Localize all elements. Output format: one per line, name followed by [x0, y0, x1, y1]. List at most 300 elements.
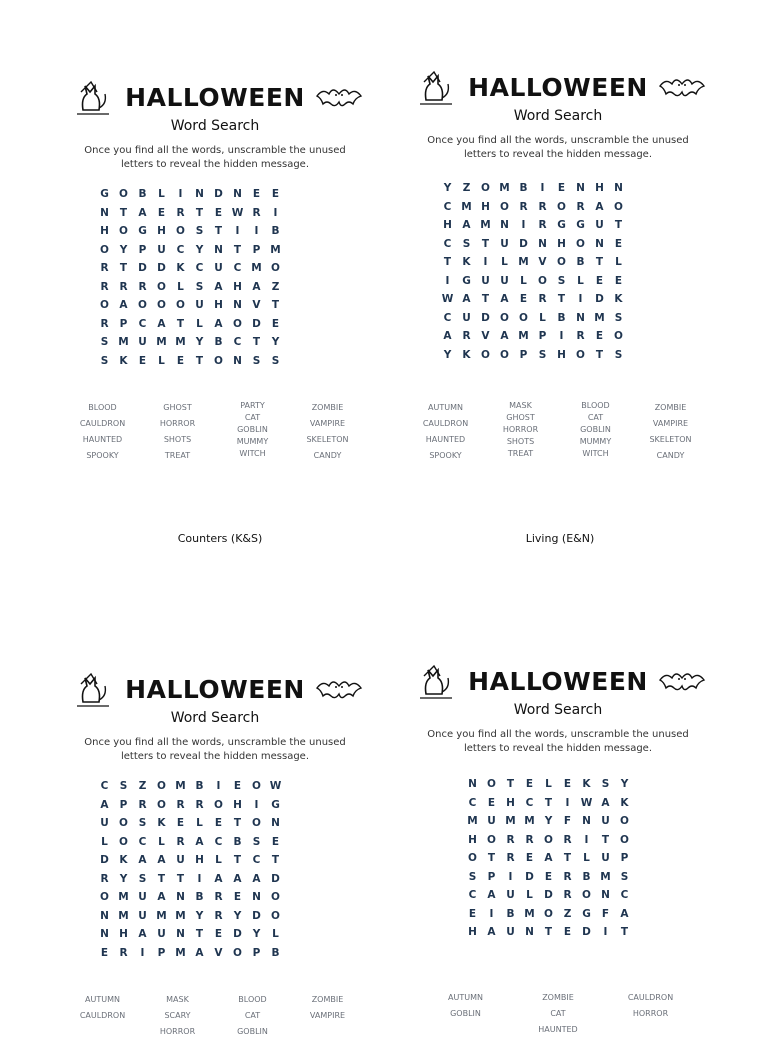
grid-row [438, 256, 628, 275]
grid-letter: E [595, 330, 604, 342]
grid-letter: L [215, 854, 222, 866]
grid-letter: Y [119, 872, 128, 885]
grid-letter: N [576, 311, 585, 324]
word-list [65, 400, 365, 464]
word-item: AUTUMN [428, 403, 463, 412]
word-list [428, 990, 688, 1038]
letter-grid [438, 182, 628, 367]
word-column [633, 400, 708, 464]
grid-letter: O [557, 200, 566, 213]
grid-letter: O [233, 946, 242, 959]
grid-letter: M [524, 907, 535, 920]
grid-letter: U [138, 909, 147, 922]
word-item: HORROR [159, 419, 196, 428]
grid-letter: R [100, 262, 109, 274]
grid-row [438, 293, 628, 312]
grid-letter: A [195, 946, 204, 959]
grid-letter: N [100, 909, 109, 922]
grid-letter: T [214, 225, 223, 237]
grid-letter: F [601, 907, 610, 920]
grid-letter: B [557, 311, 566, 324]
grid-letter: T [487, 852, 496, 864]
grid-letter: I [445, 274, 450, 287]
grid-letter: A [595, 200, 604, 213]
grid-letter: S [100, 336, 109, 348]
grid-letter: Y [233, 909, 242, 922]
grid-letter: M [156, 909, 167, 922]
grid-letter: N [176, 928, 185, 940]
grid-letter: A [214, 317, 223, 330]
grid-letter: N [614, 182, 623, 194]
grid-letter: B [576, 256, 585, 268]
title-row [55, 672, 375, 712]
grid-letter: O [119, 188, 128, 200]
grid-letter: S [614, 348, 623, 361]
grid-letter: U [462, 311, 471, 324]
grid-row [95, 299, 285, 318]
grid-letter: D [582, 926, 591, 938]
grid-letter: L [520, 274, 527, 287]
grid-letter: Y [195, 909, 204, 922]
grid-letter: N [271, 817, 280, 829]
grid-letter: E [525, 852, 534, 864]
grid-letter: I [254, 225, 259, 237]
grid-letter: A [138, 206, 147, 219]
grid-letter: M [480, 219, 491, 231]
grid-letter: R [214, 891, 223, 903]
grid-letter: U [100, 817, 109, 829]
grid-letter: U [214, 262, 223, 274]
grid-letter: O [176, 299, 185, 311]
grid-letter: I [216, 780, 221, 792]
grid-letter: C [233, 262, 242, 274]
word-item: CAT [550, 1009, 566, 1018]
grid-letter: M [518, 256, 529, 268]
grid-letter: U [500, 274, 509, 287]
word-item: HAUNTED [538, 1025, 578, 1034]
grid-letter: D [252, 909, 261, 922]
grid-letter: G [582, 907, 591, 920]
grid-row [463, 926, 634, 945]
grid-letter: M [118, 909, 129, 922]
grid-letter: R [576, 200, 585, 213]
grid-row [438, 182, 628, 201]
grid-letter: V [252, 299, 261, 311]
grid-letter: B [271, 946, 280, 959]
grid-letter: M [505, 815, 516, 827]
word-item: ZOMBIE [654, 403, 687, 412]
grid-letter: R [100, 317, 109, 330]
word-column [140, 992, 215, 1040]
grid-letter: D [525, 870, 534, 883]
word-item: CAT [244, 413, 261, 422]
grid-letter: P [157, 946, 166, 959]
grid-letter: N [233, 299, 242, 311]
grid-letter: G [100, 188, 109, 200]
grid-letter: O [176, 225, 185, 237]
grid-letter: O [519, 311, 528, 324]
grid-letter: U [481, 274, 490, 287]
grid-letter: O [233, 317, 242, 330]
grid-letter: A [601, 796, 610, 809]
grid-letter: I [565, 796, 570, 809]
grid-letter: T [544, 796, 553, 809]
word-item: ZOMBIE [542, 993, 574, 1002]
grid-row [438, 238, 628, 257]
page-title: HALLOWEEN [125, 83, 305, 112]
grid-letter: O [252, 780, 261, 792]
word-item: GHOST [163, 403, 192, 412]
grid-letter: B [582, 870, 591, 883]
grid-letter: K [157, 817, 166, 829]
grid-letter: C [138, 317, 147, 330]
page-title: HALLOWEEN [125, 675, 305, 704]
grid-letter: R [525, 833, 534, 846]
grid-letter: S [195, 280, 204, 293]
word-item: PARTY [240, 401, 265, 410]
grid-letter: S [538, 348, 547, 361]
grid-letter: S [614, 311, 623, 324]
grid-letter: T [176, 872, 185, 885]
grid-letter: P [119, 317, 128, 330]
grid-letter: O [271, 262, 280, 274]
grid-letter: A [252, 872, 261, 885]
grid-letter: V [538, 256, 547, 268]
instructions: Once you find all the words, unscramble the unused letters to reveal the hidden message. [84, 145, 346, 170]
grid-letter: E [252, 188, 261, 200]
grid-letter: E [557, 182, 566, 194]
grid-letter: M [518, 330, 529, 342]
grid-letter: K [620, 796, 629, 809]
grid-letter: D [481, 311, 490, 324]
word-item: SCARY [164, 1011, 191, 1020]
grid-row [438, 201, 628, 220]
grid-letter: T [481, 237, 490, 250]
grid-letter: N [252, 891, 261, 903]
grid-letter: C [443, 311, 452, 324]
letter-grid [463, 778, 634, 945]
word-list [408, 400, 708, 464]
grid-letter: P [252, 243, 261, 256]
grid-letter: O [138, 299, 147, 311]
grid-letter: I [483, 256, 488, 268]
word-item: ZOMBIE [311, 403, 344, 412]
grid-letter: C [176, 243, 185, 256]
grid-letter: E [233, 780, 242, 792]
grid-letter: Y [195, 243, 204, 256]
grid-letter: P [487, 870, 496, 883]
grid-letter: R [138, 280, 147, 293]
grid-letter: R [176, 206, 185, 219]
grid-letter: D [544, 889, 553, 901]
grid-letter: D [252, 317, 261, 330]
grid-letter: W [441, 293, 454, 305]
grid-letter: T [157, 872, 166, 885]
grid-letter: Z [462, 182, 471, 194]
word-item: GOBLIN [450, 1009, 481, 1018]
grid-letter: N [601, 889, 610, 901]
grid-letter: K [462, 256, 471, 268]
grid-letter: B [506, 907, 515, 920]
grid-letter: K [176, 262, 185, 274]
grid-letter: L [615, 256, 622, 268]
grid-letter: C [468, 889, 477, 901]
grid-row [463, 797, 634, 816]
grid-letter: U [138, 336, 147, 348]
grid-letter: U [176, 854, 185, 866]
grid-letter: Y [271, 336, 280, 348]
grid-row [95, 188, 285, 207]
grid-letter: H [157, 225, 166, 237]
bat-icon [658, 72, 706, 102]
grid-letter: M [600, 870, 611, 883]
grid-letter: W [269, 780, 282, 792]
grid-letter: P [119, 798, 128, 811]
grid-letter: L [196, 317, 203, 330]
grid-letter: A [157, 854, 166, 866]
grid-row [95, 836, 285, 855]
grid-letter: H [100, 225, 109, 237]
grid-letter: O [544, 833, 553, 846]
grid-letter: M [594, 311, 605, 324]
word-column [215, 992, 290, 1040]
grid-letter: H [119, 928, 128, 940]
grid-letter: R [506, 852, 515, 864]
grid-letter: N [195, 188, 204, 200]
grid-letter: I [178, 188, 183, 200]
grid-row [95, 318, 285, 337]
grid-letter: O [119, 835, 128, 848]
grid-row [438, 330, 628, 349]
word-item: CANDY [656, 451, 685, 460]
grid-letter: N [500, 219, 509, 231]
page-subtitle: Word Search [513, 702, 603, 718]
word-item: HORROR [502, 425, 539, 434]
grid-letter: S [100, 354, 109, 367]
grid-letter: O [620, 815, 629, 827]
grid-letter: A [500, 293, 509, 305]
grid-letter: D [100, 854, 109, 866]
instructions: Once you find all the words, unscramble the unused letters to reveal the hidden message. [427, 729, 689, 754]
grid-letter: A [443, 330, 452, 342]
grid-letter: I [508, 870, 513, 883]
grid-letter: N [538, 237, 547, 250]
grid-letter: O [157, 798, 166, 811]
grid-letter: T [557, 293, 566, 305]
word-item: BLOOD [238, 995, 267, 1004]
grid-letter: Y [443, 348, 452, 361]
grid-row [95, 355, 285, 374]
grid-letter: R [576, 330, 585, 342]
grid-letter: E [138, 354, 147, 367]
word-column [521, 990, 596, 1038]
grid-letter: Z [563, 907, 572, 920]
grid-row [95, 947, 285, 966]
grid-letter: Y [252, 928, 261, 940]
grid-letter: H [481, 200, 490, 213]
grid-letter: S [252, 835, 261, 848]
letter-grid [95, 188, 285, 373]
grid-letter: N [233, 188, 242, 200]
grid-letter: N [176, 891, 185, 903]
grid-letter: V [481, 330, 490, 342]
grid-letter: O [538, 274, 547, 287]
grid-letter: M [156, 336, 167, 348]
page-title: HALLOWEEN [468, 667, 648, 696]
grid-row [463, 852, 634, 871]
grid-row [463, 871, 634, 890]
grid-letter: G [138, 225, 147, 237]
word-item: CAT [587, 413, 604, 422]
grid-letter: G [271, 798, 280, 811]
grid-letter: I [254, 798, 259, 811]
grid-letter: L [501, 256, 508, 268]
word-column [483, 400, 558, 464]
grid-letter: T [233, 817, 242, 829]
word-item: VAMPIRE [309, 419, 346, 428]
grid-letter: A [214, 280, 223, 293]
grid-row [463, 908, 634, 927]
grid-letter: T [614, 219, 623, 231]
grid-letter: R [214, 909, 223, 922]
grid-letter: T [195, 928, 204, 940]
grid-row [95, 336, 285, 355]
grid-letter: R [119, 946, 128, 959]
grid-letter: D [138, 262, 147, 274]
grid-letter: T [595, 256, 604, 268]
grid-letter: A [462, 219, 471, 231]
grid-letter: D [519, 237, 528, 250]
grid-letter: Z [271, 280, 280, 293]
word-item: CAULDRON [79, 419, 126, 428]
grid-letter: B [195, 891, 204, 903]
grid-letter: O [100, 299, 109, 311]
grid-letter: C [443, 200, 452, 213]
grid-row [95, 281, 285, 300]
word-item: GOBLIN [580, 425, 611, 434]
grid-letter: L [196, 817, 203, 829]
word-item: MASK [509, 401, 532, 410]
page-subtitle: Word Search [170, 710, 260, 726]
grid-letter: O [100, 891, 109, 903]
grid-letter: T [271, 854, 280, 866]
grid-letter: T [563, 852, 572, 864]
grid-letter: O [544, 907, 553, 920]
word-column [558, 400, 633, 464]
grid-letter: T [271, 299, 280, 311]
grid-letter: I [578, 293, 583, 305]
grid-letter: T [233, 243, 242, 256]
grid-letter: L [158, 835, 165, 848]
word-item: CAT [244, 1011, 261, 1020]
grid-letter: L [177, 280, 184, 293]
grid-letter: U [601, 852, 610, 864]
grid-letter: A [138, 928, 147, 940]
word-item: CAULDRON [627, 993, 674, 1002]
grid-letter: Y [195, 336, 204, 348]
grid-letter: M [175, 336, 186, 348]
grid-letter: M [524, 815, 535, 827]
grid-letter: R [176, 798, 185, 811]
grid-row [438, 312, 628, 331]
grid-letter: P [538, 330, 547, 342]
grid-letter: N [100, 928, 109, 940]
grid-letter: K [119, 354, 128, 367]
title-row [55, 80, 375, 120]
grid-letter: S [462, 237, 471, 250]
word-item: SPOOKY [86, 451, 119, 460]
grid-letter: E [233, 891, 242, 903]
grid-letter: U [157, 928, 166, 940]
grid-letter: O [157, 780, 166, 792]
word-item: HAUNTED [82, 435, 123, 444]
grid-letter: G [462, 274, 471, 287]
grid-letter: T [195, 354, 204, 367]
grid-letter: R [176, 835, 185, 848]
word-column [140, 400, 215, 464]
grid-letter: E [519, 293, 528, 305]
grid-letter: P [620, 852, 629, 864]
grid-letter: B [195, 780, 204, 792]
grid-letter: O [271, 891, 280, 903]
grid-letter: B [138, 188, 147, 200]
grid-letter: M [467, 815, 478, 827]
grid-letter: O [500, 311, 509, 324]
grid-letter: I [559, 330, 564, 342]
grid-letter: I [521, 219, 526, 231]
word-item: CANDY [313, 451, 342, 460]
grid-letter: L [272, 928, 279, 940]
grid-letter: R [538, 219, 547, 231]
grid-letter: D [271, 872, 280, 885]
word-item: SHOTS [506, 437, 535, 446]
grid-letter: E [271, 317, 280, 330]
grid-letter: V [214, 946, 223, 959]
grid-letter: E [214, 817, 223, 829]
grid-letter: S [620, 870, 629, 883]
grid-letter: R [252, 206, 261, 219]
grid-letter: L [101, 835, 108, 848]
word-column [215, 400, 290, 464]
grid-letter: M [270, 243, 281, 256]
grid-letter: A [252, 280, 261, 293]
grid-letter: O [576, 237, 585, 250]
grid-letter: H [233, 798, 242, 811]
grid-letter: Z [138, 780, 147, 792]
grid-letter: K [614, 293, 623, 305]
word-column [290, 992, 365, 1040]
grid-letter: E [468, 907, 477, 920]
grid-letter: R [563, 889, 572, 901]
grid-letter: O [481, 182, 490, 194]
grid-letter: P [519, 348, 528, 361]
grid-letter: F [563, 815, 572, 827]
grid-letter: E [487, 796, 496, 809]
grid-row [95, 817, 285, 836]
grid-letter: H [214, 299, 223, 311]
grid-letter: W [580, 796, 593, 809]
grid-letter: E [271, 188, 280, 200]
grid-letter: S [195, 225, 204, 237]
grid-letter: E [100, 946, 109, 959]
grid-letter: O [620, 833, 629, 846]
word-column [613, 990, 688, 1038]
grid-letter: C [525, 796, 534, 809]
grid-letter: T [443, 256, 452, 268]
page-subtitle: Word Search [513, 108, 603, 124]
grid-letter: O [500, 348, 509, 361]
word-item: HAUNTED [425, 435, 466, 444]
